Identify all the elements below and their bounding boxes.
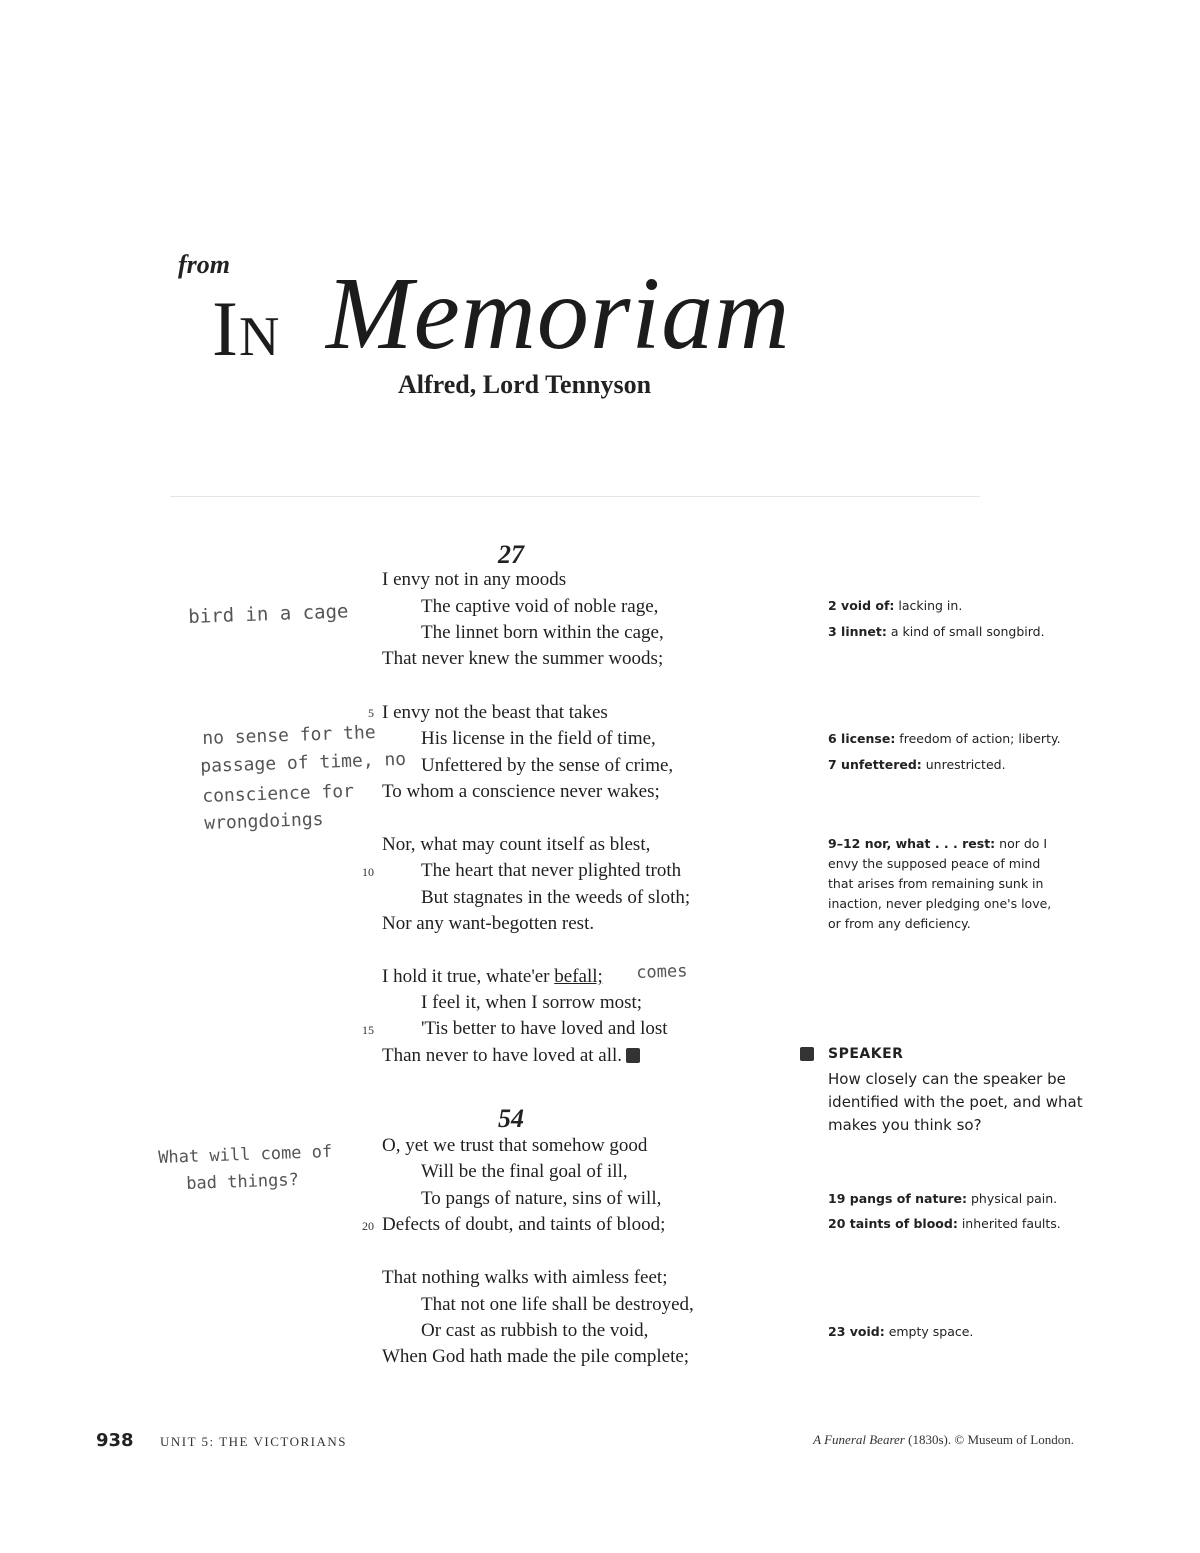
title-prefix: from — [178, 250, 230, 279]
credit-title: A Funeral Bearer — [813, 1432, 905, 1447]
divider — [170, 496, 980, 497]
poem-line — [382, 1046, 640, 1065]
footnote-term: 19 pangs of nature: — [828, 1191, 967, 1206]
underlined-word: befall; — [554, 966, 603, 987]
line-number: 5 — [368, 706, 374, 720]
footnote — [828, 1322, 1078, 1342]
footnote-text: nor do I envy the supposed peace of mind that arises from remaining sunk in inaction, never pledging one's love, or from any deficiency. — [828, 836, 1052, 931]
handwritten-note: wrongdoings — [203, 808, 324, 834]
footnote — [828, 729, 1078, 749]
poem-line: That never knew the summer woods; — [382, 648, 664, 669]
poem-line: His license in the field of time, — [421, 728, 656, 749]
footnote-term: 9–12 nor, what . . . rest: — [828, 836, 996, 851]
poem-line: The heart that never plighted troth — [421, 860, 682, 881]
page-number: 938 — [96, 1430, 134, 1451]
section-number-27: 27 — [498, 540, 524, 569]
image-credit — [813, 1432, 1074, 1448]
footnote — [828, 1189, 1078, 1209]
poem-line: O, yet we trust that somehow good — [382, 1135, 648, 1156]
line-number: 20 — [362, 1219, 374, 1233]
footnote-term: 3 linnet: — [828, 624, 887, 639]
footnote-text: a kind of small songbird. — [886, 624, 1045, 639]
handwritten-note: What will come of — [157, 1141, 333, 1168]
handwritten-note: comes — [635, 961, 688, 983]
poem-line: To whom a conscience never wakes; — [382, 781, 660, 802]
credit-rest: (1830s). © Museum of London. — [904, 1432, 1074, 1447]
footnote-text: unrestricted. — [921, 757, 1006, 772]
poem-line: That not one life shall be destroyed, — [421, 1294, 694, 1315]
footnote-term: 23 void: — [828, 1324, 885, 1339]
speaker-marker-icon — [800, 1047, 814, 1061]
unit-label: UNIT 5: THE VICTORIANS — [160, 1434, 347, 1449]
poem-line: Defects of doubt, and taints of blood; — [382, 1214, 666, 1235]
speaker-heading: SPEAKER — [828, 1046, 904, 1062]
poem-line: The linnet born within the cage, — [421, 622, 664, 643]
poem-line: When God hath made the pile complete; — [382, 1346, 690, 1367]
line-number: 10 — [362, 865, 374, 879]
poem-line: Nor, what may count itself as blest, — [382, 834, 651, 855]
footnote-term: 20 taints of blood: — [828, 1216, 958, 1231]
poem-line: 'Tis better to have loved and lost — [421, 1018, 668, 1039]
poem-line: Nor any want-begotten rest. — [382, 913, 595, 934]
footnote-term: 2 void of: — [828, 598, 895, 613]
footnote-term: 7 unfettered: — [828, 757, 922, 772]
poem-line: I feel it, when I sorrow most; — [421, 992, 643, 1013]
footnote-text: inherited faults. — [957, 1216, 1061, 1231]
footnote — [828, 1214, 1078, 1234]
poem-line: To pangs of nature, sins of will, — [421, 1188, 662, 1209]
handwritten-note: bird in a cage — [187, 600, 349, 628]
title-in-cap: I — [212, 285, 239, 372]
poem-line: I envy not the beast that takes — [382, 702, 608, 723]
handwritten-note: no sense for the — [201, 721, 376, 749]
poem-line-text: Than never to have loved at all. — [382, 1045, 623, 1066]
handwritten-note: conscience for — [201, 780, 355, 807]
footnote-term: 6 license: — [828, 731, 896, 746]
footnote — [828, 834, 1068, 934]
poem-line: Or cast as rubbish to the void, — [421, 1320, 649, 1341]
title-word-in — [212, 285, 281, 372]
line-number: 15 — [362, 1023, 374, 1037]
title-main: Memoriam — [326, 256, 791, 371]
footnote — [828, 755, 1078, 775]
handwritten-note: bad things? — [185, 1170, 300, 1194]
author: Alfred, Lord Tennyson — [398, 370, 652, 399]
poem-line: That nothing walks with aimless feet; — [382, 1267, 668, 1288]
speaker-marker-icon — [626, 1048, 640, 1063]
poem-line: But stagnates in the weeds of sloth; — [421, 887, 691, 908]
handwritten-note: passage of time, no — [199, 748, 407, 777]
poem-line: I envy not in any moods — [382, 569, 567, 590]
speaker-question: How closely can the speaker be identified with the poet, and what makes you think so? — [828, 1070, 1083, 1134]
footnote-text: empty space. — [884, 1324, 974, 1339]
footnote-text: physical pain. — [967, 1191, 1058, 1206]
poem-line: The captive void of noble rage, — [421, 596, 659, 617]
poem-line: Will be the final goal of ill, — [421, 1161, 628, 1182]
footnote — [828, 596, 1078, 616]
poem-line: Unfettered by the sense of crime, — [421, 755, 674, 776]
poem-line-text: I hold it true, whate'er — [382, 966, 555, 987]
footnote-text: freedom of action; liberty. — [895, 731, 1061, 746]
footnote — [828, 622, 1078, 642]
section-number-54: 54 — [498, 1104, 524, 1133]
footnote-text: lacking in. — [894, 598, 963, 613]
title-in-rest: N — [238, 306, 281, 368]
poem-line — [382, 967, 603, 986]
